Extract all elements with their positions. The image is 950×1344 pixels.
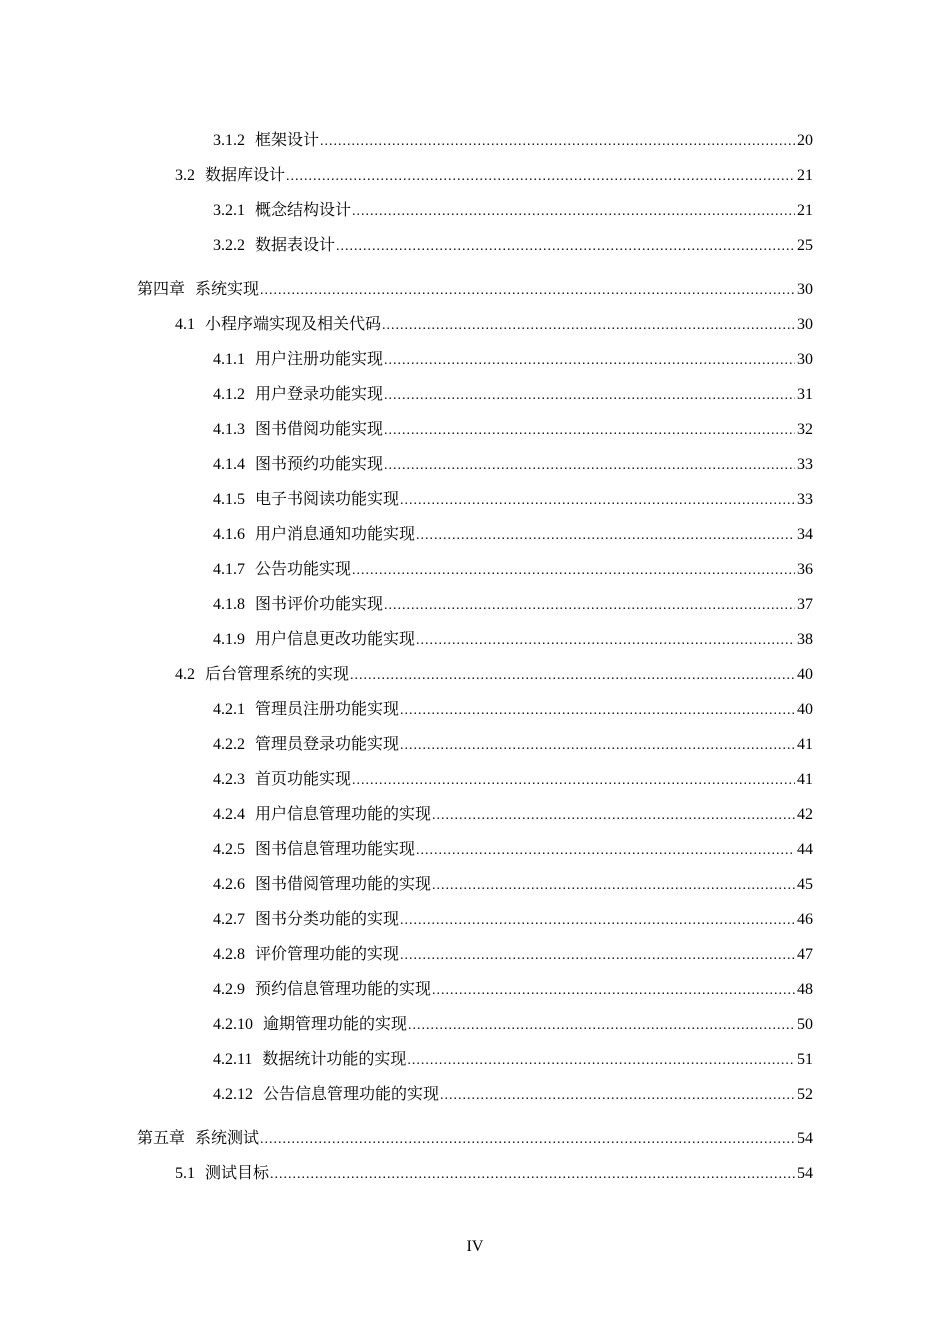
- toc-entry-number: 4.2.12: [213, 1086, 253, 1103]
- toc-entry[interactable]: [137, 621, 813, 656]
- toc-entry-number: 第四章: [137, 281, 186, 298]
- toc-entry[interactable]: [137, 761, 813, 796]
- toc-entry-number: 4.2.1: [213, 701, 245, 718]
- toc-entry-page: 31: [797, 386, 813, 403]
- dot-leader: [400, 901, 795, 938]
- toc-entry[interactable]: [137, 341, 813, 376]
- toc-entry-title: 公告信息管理功能的实现: [263, 1084, 440, 1103]
- toc-entry-page: 52: [797, 1086, 813, 1103]
- toc-entry-page: 37: [797, 596, 813, 613]
- toc-entry-title: 逾期管理功能的实现: [263, 1014, 408, 1033]
- toc-entry-title: 用户登录功能实现: [255, 384, 384, 403]
- dot-leader: [352, 192, 795, 229]
- toc-entry[interactable]: [137, 691, 813, 726]
- toc-entry[interactable]: [137, 866, 813, 901]
- dot-leader: [320, 122, 795, 159]
- toc-entry[interactable]: [137, 1041, 813, 1076]
- toc-entry-page: 45: [797, 876, 813, 893]
- toc-entry-page: 33: [797, 456, 813, 473]
- toc-entry[interactable]: [137, 901, 813, 936]
- toc-entry[interactable]: [137, 831, 813, 866]
- toc-entry-number: 4.2.6: [213, 876, 245, 893]
- toc-entry[interactable]: [137, 726, 813, 761]
- toc-entry-title: 用户信息更改功能实现: [255, 629, 416, 648]
- toc-entry[interactable]: [137, 1155, 813, 1190]
- toc-entry-page: 40: [797, 701, 813, 718]
- toc-entry-number: 4.1.1: [213, 351, 245, 368]
- toc-entry-page: 21: [797, 202, 813, 219]
- toc-entry-title: 框架设计: [255, 130, 320, 149]
- toc-entry-title: 系统实现: [195, 279, 260, 298]
- toc-entry[interactable]: [137, 157, 813, 192]
- toc-entry-page: 33: [797, 491, 813, 508]
- toc-entry-title: 图书分类功能的实现: [255, 909, 400, 928]
- toc-entry-page: 41: [797, 771, 813, 788]
- dot-leader: [400, 726, 795, 763]
- toc-entry-title: 图书评价功能实现: [255, 594, 384, 613]
- toc-entry-title: 首页功能实现: [255, 769, 352, 788]
- dot-leader: [384, 586, 795, 623]
- toc-entry-page: 46: [797, 911, 813, 928]
- toc-entry[interactable]: [137, 656, 813, 691]
- toc-entry-title: 数据库设计: [205, 165, 286, 184]
- toc-entry[interactable]: [137, 586, 813, 621]
- dot-leader: [400, 691, 795, 728]
- toc-entry[interactable]: [137, 122, 813, 157]
- toc-entry-title: 数据表设计: [255, 235, 336, 254]
- toc-entry[interactable]: [137, 376, 813, 411]
- toc-entry-title: 评价管理功能的实现: [255, 944, 400, 963]
- toc-entry-number: 4.2.10: [213, 1016, 253, 1033]
- toc-entry-page: 30: [797, 351, 813, 368]
- toc-entry-page: 48: [797, 981, 813, 998]
- toc-entry[interactable]: [137, 306, 813, 341]
- toc-entry[interactable]: [137, 796, 813, 831]
- toc-entry-page: 25: [797, 237, 813, 254]
- toc-entry-title: 用户消息通知功能实现: [255, 524, 416, 543]
- toc-entry-number: 4.2.9: [213, 981, 245, 998]
- dot-leader: [408, 1006, 795, 1043]
- toc-entry-title: 用户信息管理功能的实现: [255, 804, 432, 823]
- toc-entry-page: 40: [797, 666, 813, 683]
- toc-entry[interactable]: [137, 1006, 813, 1041]
- dot-leader: [270, 1155, 795, 1192]
- toc-entry-title: 数据统计功能的实现: [262, 1049, 407, 1068]
- dot-leader: [352, 551, 795, 588]
- toc-entry-number: 5.1: [175, 1165, 195, 1182]
- toc-entry-title: 电子书阅读功能实现: [255, 489, 400, 508]
- toc-entry[interactable]: [137, 516, 813, 551]
- toc-entry-number: 4.1.9: [213, 631, 245, 648]
- table-of-contents: [137, 122, 813, 1190]
- toc-entry-page: 54: [797, 1165, 813, 1182]
- toc-entry[interactable]: [137, 271, 813, 306]
- toc-entry-page: 41: [797, 736, 813, 753]
- dot-leader: [286, 157, 795, 194]
- dot-leader: [352, 761, 795, 798]
- toc-entry-number: 4.1.7: [213, 561, 245, 578]
- toc-entry-page: 20: [797, 132, 813, 149]
- dot-leader: [260, 1120, 795, 1157]
- toc-entry-title: 测试目标: [205, 1163, 270, 1182]
- dot-leader: [384, 376, 795, 413]
- toc-entry-title: 预约信息管理功能的实现: [255, 979, 432, 998]
- dot-leader: [416, 621, 795, 658]
- dot-leader: [384, 446, 795, 483]
- dot-leader: [432, 796, 795, 833]
- toc-entry-page: 21: [797, 167, 813, 184]
- toc-entry-title: 图书预约功能实现: [255, 454, 384, 473]
- dot-leader: [336, 227, 795, 264]
- toc-entry-title: 系统测试: [195, 1128, 260, 1147]
- toc-entry-number: 3.2.1: [213, 202, 245, 219]
- toc-entry-page: 47: [797, 946, 813, 963]
- dot-leader: [384, 341, 795, 378]
- toc-entry[interactable]: [137, 481, 813, 516]
- toc-entry-number: 4.1.3: [213, 421, 245, 438]
- toc-entry[interactable]: [137, 192, 813, 227]
- toc-entry-page: 42: [797, 806, 813, 823]
- toc-entry-title: 用户注册功能实现: [255, 349, 384, 368]
- toc-entry-number: 3.1.2: [213, 132, 245, 149]
- toc-entry-number: 3.2: [175, 167, 195, 184]
- toc-entry-page: 32: [797, 421, 813, 438]
- toc-entry-number: 4.2.4: [213, 806, 245, 823]
- toc-entry-number: 4.1: [175, 316, 195, 333]
- toc-entry-number: 4.2.8: [213, 946, 245, 963]
- dot-leader: [416, 516, 795, 553]
- dot-leader: [382, 306, 795, 343]
- dot-leader: [350, 656, 795, 693]
- toc-entry-title: 后台管理系统的实现: [205, 664, 350, 683]
- toc-entry-title: 小程序端实现及相关代码: [205, 314, 382, 333]
- toc-entry-number: 4.2.3: [213, 771, 245, 788]
- toc-entry-page: 36: [797, 561, 813, 578]
- toc-entry-page: 51: [797, 1051, 813, 1068]
- dot-leader: [400, 481, 795, 518]
- toc-entry-number: 4.1.4: [213, 456, 245, 473]
- toc-entry-number: 4.1.5: [213, 491, 245, 508]
- toc-entry-title: 图书借阅功能实现: [255, 419, 384, 438]
- toc-entry-number: 4.1.2: [213, 386, 245, 403]
- dot-leader: [400, 936, 795, 973]
- toc-entry[interactable]: [137, 411, 813, 446]
- toc-entry-title: 管理员注册功能实现: [255, 699, 400, 718]
- toc-entry-number: 3.2.2: [213, 237, 245, 254]
- toc-entry-number: 4.1.6: [213, 526, 245, 543]
- toc-entry[interactable]: [137, 936, 813, 971]
- toc-entry-page: 34: [797, 526, 813, 543]
- toc-entry[interactable]: [137, 551, 813, 586]
- toc-entry-title: 公告功能实现: [255, 559, 352, 578]
- toc-entry-number: 4.1.8: [213, 596, 245, 613]
- toc-entry-page: 30: [797, 316, 813, 333]
- dot-leader: [407, 1041, 795, 1078]
- toc-entry-page: 30: [797, 281, 813, 298]
- toc-entry-number: 4.2.11: [213, 1051, 253, 1068]
- toc-entry-number: 第五章: [137, 1130, 186, 1147]
- dot-leader: [432, 866, 795, 903]
- toc-entry[interactable]: [137, 971, 813, 1006]
- toc-entry[interactable]: [137, 1076, 813, 1111]
- toc-entry-page: 54: [797, 1130, 813, 1147]
- toc-entry-number: 4.2.2: [213, 736, 245, 753]
- toc-entry-page: 38: [797, 631, 813, 648]
- toc-entry[interactable]: [137, 1120, 813, 1155]
- toc-entry-title: 概念结构设计: [255, 200, 352, 219]
- toc-entry-number: 4.2: [175, 666, 195, 683]
- toc-entry-page: 44: [797, 841, 813, 858]
- dot-leader: [260, 271, 795, 308]
- toc-entry-number: 4.2.5: [213, 841, 245, 858]
- dot-leader: [432, 971, 795, 1008]
- page-number: IV: [466, 1238, 484, 1255]
- toc-entry[interactable]: [137, 446, 813, 481]
- toc-entry[interactable]: [137, 227, 813, 262]
- toc-entry-number: 4.2.7: [213, 911, 245, 928]
- dot-leader: [384, 411, 795, 448]
- dot-leader: [440, 1076, 795, 1113]
- toc-entry-title: 图书信息管理功能实现: [255, 839, 416, 858]
- dot-leader: [416, 831, 795, 868]
- toc-entry-title: 管理员登录功能实现: [255, 734, 400, 753]
- toc-entry-page: 50: [797, 1016, 813, 1033]
- toc-entry-title: 图书借阅管理功能的实现: [255, 874, 432, 893]
